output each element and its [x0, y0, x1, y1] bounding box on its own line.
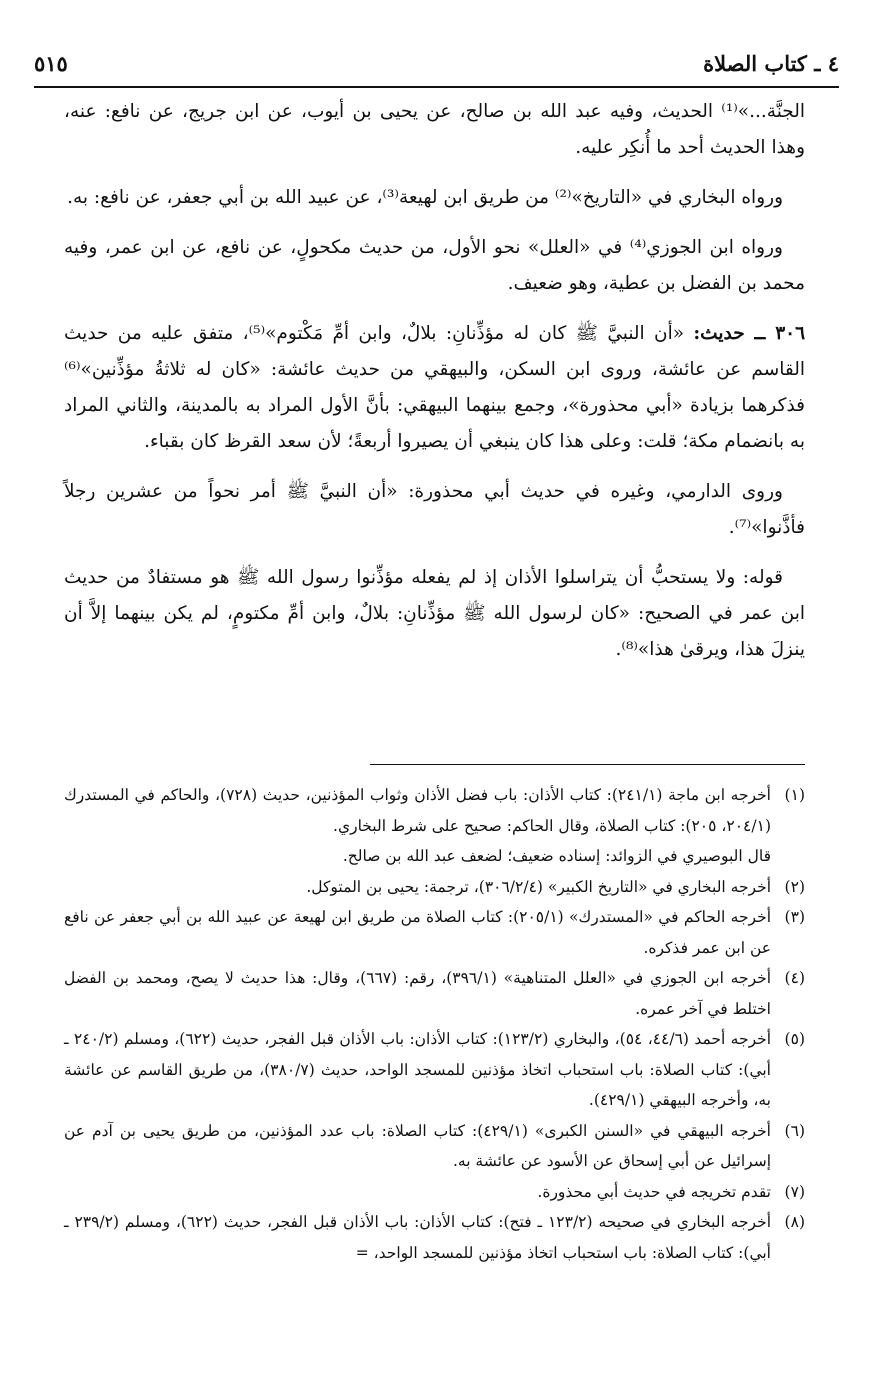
footnote-6: [64, 1116, 805, 1177]
footnote-8: [64, 1207, 805, 1268]
footnote-text: أخرجه البخاري في صحيحه (١٢٣/٢ ـ فتح): كتاب الأذان: باب الأذان قبل الفجر، حديث (٦٢٢)، ومسلم (٢٣٩/٢ ـ أبي): كتاب الصلاة: باب استحباب اتخاذ مؤذنين للمسجد الواحد، =: [64, 1213, 771, 1262]
page-number: ٥١٥: [34, 50, 68, 76]
footnote-number: (٨): [784, 1213, 805, 1231]
paragraph-5: وروى الدارمي، وغيره في حديث أبي محذورة: «أن النبيَّ ﷺ أمر نحواً من عشرين رجلاً فأذَّنوا»⁽⁷⁾.: [64, 481, 805, 538]
footnote-text: قال البوصيري في الزوائد: إسناده ضعيف؛ لضعف عبد الله بن صالح.: [342, 847, 771, 865]
footnote-separator: [370, 764, 805, 765]
footnote-7: [64, 1177, 805, 1208]
footnote-1: [64, 780, 805, 841]
main-text: [64, 94, 805, 682]
hadith-306: [64, 316, 805, 460]
footnote-number: (٦): [784, 1121, 805, 1140]
footnote-text: أخرجه الحاكم في «المستدرك» (٢٠٥/١): كتاب الصلاة من طريق ابن لهيعة عن عبيد الله بن أبي جعفر عن نافع عن ابن عمر فذكره.: [64, 908, 771, 957]
footnote-text: أخرجه ابن ماجة (٢٤١/١): كتاب الأذان: باب فضل الأذان وثواب المؤذنين، حديث (٧٢٨)، والحاكم في المستدرك (٢٠٤/١، ٢٠٥): كتاب الصلاة، وقال الحاكم: صحيح على شرط البخاري.: [64, 786, 771, 835]
footnote-text: أخرجه ابن الجوزي في «العلل المتناهية» (٣٩٦/١)، رقم: (٦٦٧)، وقال: هذا حديث لا يصح، ومحمد بن الفضل اختلط في آخر عمره.: [64, 969, 772, 1018]
footnote-4: [64, 963, 805, 1024]
footnote-number: (١): [784, 786, 805, 804]
footnote-number: (٤): [784, 969, 805, 987]
paragraph-2: ورواه البخاري في «التاريخ»⁽²⁾ من طريق ابن لهيعة⁽³⁾، عن عبيد الله بن أبي جعفر، عن نافع: به.: [67, 187, 783, 208]
footnote-number: (٧): [784, 1182, 805, 1201]
hadith-number: ٣٠٦ ــ حديث:: [693, 323, 806, 344]
paragraph-3: ورواه ابن الجوزي⁽⁴⁾ في «العلل» نحو الأول، من حديث مكحولٍ، عن نافع، عن ابن عمر، وفيه محمد بن الفضل بن عطية، وهو ضعيف.: [64, 237, 805, 294]
footnote-2: [64, 872, 805, 903]
hadith-text: «أن النبيَّ ﷺ كان له مؤذِّنانِ: بلالٌ، وابن أمِّ مَكْتوم»⁽⁵⁾، متفق عليه من حديث القاسم عن عائشة، وروى ابن السكن، والبيهقي من حديث عائشة: «كان له ثلاثةُ مؤذِّنين»⁽⁶⁾ فذكرهما بزيادة «أبي محذورة»، وجمع بينهما البيهقي: بأنَّ الأول المراد به بالمدينة، والثاني المراد به بانضمام مكة؛ قلت: وعلى هذا كان ينبغي أن يصيروا أربعةً؛ لأن سعد القرظ كان بقباء.: [64, 323, 805, 452]
footnote-text: أخرجه البخاري في «التاريخ الكبير» (٣٠٦/٢/٤)، ترجمة: يحيى بن المتوكل.: [306, 877, 771, 896]
footnote-1-continued: [64, 841, 805, 872]
footnote-3: [64, 902, 805, 963]
footnote-text: أخرجه أحمد (٤٤/٦، ٥٤)، والبخاري (١٢٣/٢): كتاب الأذان: باب الأذان قبل الفجر، حديث (٦٢٢)، ومسلم (٢٤٠/٢ ـ أبي): كتاب الصلاة: باب استحباب اتخاذ مؤذنين للمسجد الواحد، حديث (٣٨٠/٧)، من طريق القاسم عن عائشة به، وأخرجه البيهقي (٤٢٩/١).: [64, 1030, 772, 1109]
footnote-number: [771, 841, 805, 872]
page-header: [34, 40, 839, 88]
footnote-text: تقدم تخريجه في حديث أبي محذورة.: [537, 1182, 771, 1201]
footnote-number: (٢): [784, 877, 805, 896]
footnotes: [64, 780, 805, 1268]
chapter-title: ٤ ـ كتاب الصلاة: [703, 50, 839, 76]
footnote-number: (٥): [784, 1030, 805, 1048]
paragraph-6: قوله: ولا يستحبُّ أن يتراسلوا الأذان إذ لم يفعله مؤذِّنوا رسول الله ﷺ هو مستفادٌ من حديث ابن عمر في الصحيح: «كان لرسول الله ﷺ مؤذِّنانِ: بلالٌ، وابن أمِّ مكتومٍ، لم يكن بينهما إلاَّ أن ينزلَ هذا، ويرقىٰ هذا»⁽⁸⁾.: [64, 567, 805, 660]
footnote-number: (٣): [784, 908, 805, 926]
paragraph-1: الجنَّة...»⁽¹⁾ الحديث، وفيه عبد الله بن صالح، عن يحيى بن أيوب، عن ابن جريج، عن نافع: عنه، وهذا الحديث أحد ما أُنكِر عليه.: [64, 101, 805, 158]
footnote-5: [64, 1024, 805, 1116]
footnote-text: أخرجه البيهقي في «السنن الكبرى» (٤٢٩/١): كتاب الصلاة: باب عدد المؤذنين، من طريق يحيى بن آدم عن إسرائيل عن أبي إسحاق عن الأسود عن عائشة به.: [64, 1121, 771, 1170]
